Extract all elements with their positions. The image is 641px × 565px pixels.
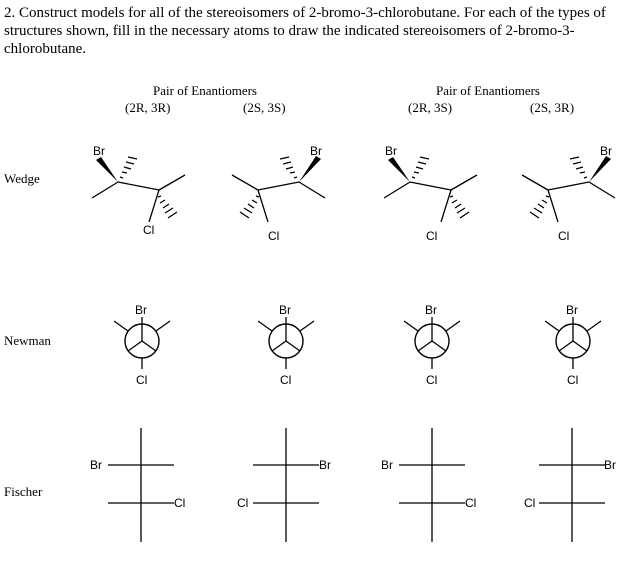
row-label-fischer: Fischer: [4, 484, 43, 499]
atom-cl: Cl: [143, 223, 155, 237]
newman-structure-3: [404, 303, 460, 387]
atom-br: Br: [319, 458, 331, 472]
newman-structure-2: [258, 303, 314, 387]
atom-cl: Cl: [237, 496, 249, 510]
atom-br: Br: [566, 303, 578, 317]
atom-br: Br: [385, 144, 397, 158]
wedge-structure-2: [232, 144, 325, 243]
fischer-structure-1: [90, 428, 185, 542]
atom-br: Br: [381, 458, 393, 472]
group2-left-config: (2R, 3S): [408, 100, 453, 115]
atom-br: Br: [93, 144, 105, 158]
wedge-structure-1: [92, 144, 185, 237]
atom-br: Br: [604, 458, 616, 472]
atom-cl: Cl: [426, 229, 438, 243]
newman-structure-4: [545, 303, 601, 387]
atom-cl: Cl: [567, 373, 579, 387]
wedge-structure-4: [522, 144, 615, 243]
atom-br: Br: [135, 303, 147, 317]
group2-right-config: (2S, 3R): [530, 100, 575, 115]
fischer-structure-4: [524, 428, 616, 542]
fischer-structure-2: [237, 428, 331, 542]
atom-cl: Cl: [426, 373, 438, 387]
atom-cl: Cl: [558, 229, 570, 243]
row-label-newman: Newman: [4, 333, 51, 348]
newman-structure-1: [114, 303, 170, 387]
atom-cl: Cl: [136, 373, 148, 387]
atom-cl: Cl: [280, 373, 292, 387]
row-label-wedge: Wedge: [4, 171, 40, 186]
atom-br: Br: [425, 303, 437, 317]
wedge-structure-3: [384, 144, 477, 243]
group1-title: Pair of Enantiomers: [153, 83, 257, 98]
atom-cl: Cl: [174, 496, 186, 510]
group2-title: Pair of Enantiomers: [436, 83, 540, 98]
atom-br: Br: [600, 144, 612, 158]
atom-br: Br: [90, 458, 102, 472]
atom-cl: Cl: [268, 229, 280, 243]
atom-cl: Cl: [465, 496, 477, 510]
fischer-structure-3: [381, 428, 476, 542]
atom-br: Br: [279, 303, 291, 317]
group1-left-config: (2R, 3R): [125, 100, 171, 115]
atom-br: Br: [310, 144, 322, 158]
atom-cl: Cl: [524, 496, 536, 510]
question-text: 2. Construct models for all of the stereoisomers of 2-bromo-3-chlorobutane. For each of the types of structures shown, fill in the necessary atoms to draw the indicated stereoisomers of 2-bromo-3-chlorobutane.: [4, 5, 606, 57]
group1-right-config: (2S, 3S): [243, 100, 286, 115]
